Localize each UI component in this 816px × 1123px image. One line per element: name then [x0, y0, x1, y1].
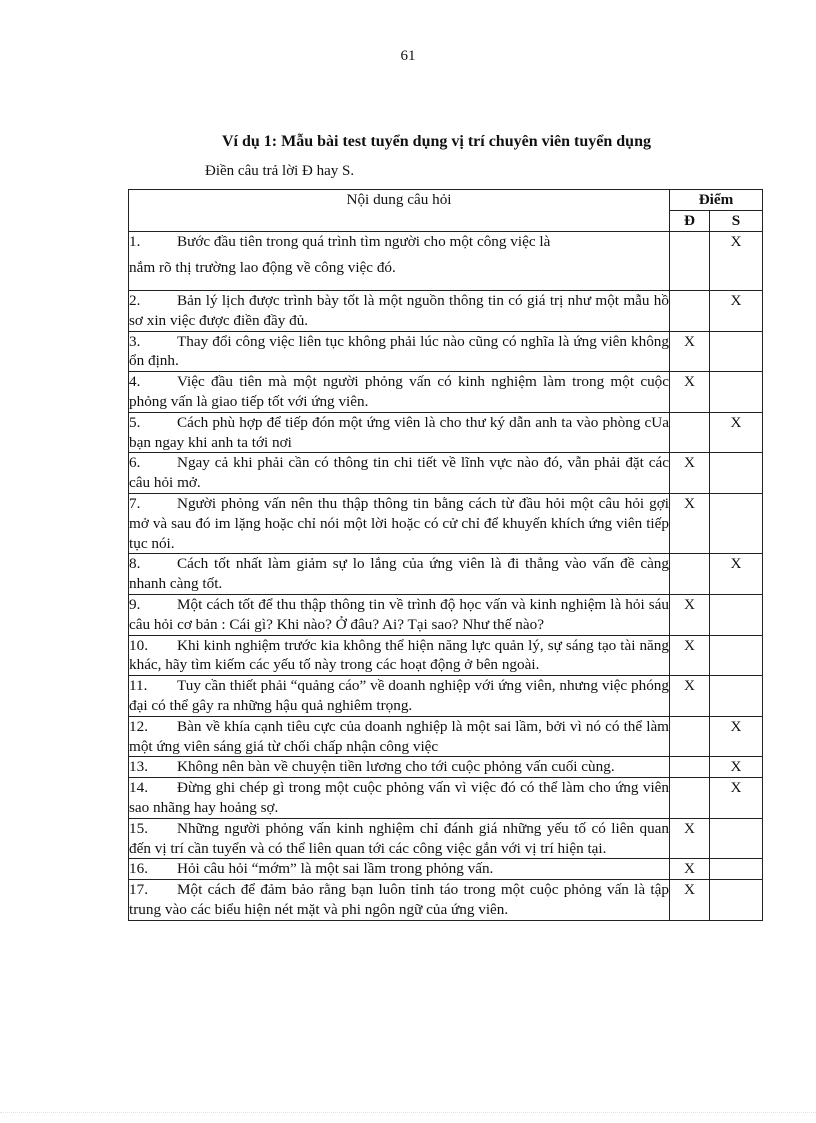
question-number: 8. [129, 555, 141, 573]
question-text: Một cách tốt để thu thập thông tin về trình độ học vấn và kinh nghiệm là hỏi sáu câu hỏi cơ bản : Cái gì? Khi nào? Ở đâu? Ai? Tại sao? Như thế nào? [129, 595, 669, 633]
question-text: Khi kinh nghiệm trước kia không thể hiện năng lực quản lý, sự sáng tạo tài năng khác, hãy tìm kiếm các yếu tố này trong các hoạt động ở bên ngoài. [129, 636, 669, 674]
question-number: 6. [129, 454, 141, 472]
mark-true: X [670, 859, 710, 880]
question-text-continued: nắm rõ thị trường lao động về công việc đó. [129, 258, 396, 276]
mark-false [710, 594, 763, 635]
header-question: Nội dung câu hỏi [129, 190, 670, 232]
table-row [129, 291, 763, 332]
question-text: Bàn về khía cạnh tiêu cực của doanh nghiệp là một sai lầm, bởi vì nó có thể làm một ứng viên sáng giá từ chối chấp nhận công việc [129, 717, 669, 755]
question-cell [129, 594, 670, 635]
question-number: 15. [129, 819, 148, 837]
mark-true: X [670, 453, 710, 494]
mark-true [670, 554, 710, 595]
mark-true [670, 716, 710, 757]
question-text: Cách tốt nhất làm giảm sự lo lắng của ứng viên là đi thẳng vào vấn đề càng nhanh càng tốt. [129, 555, 669, 593]
mark-true: X [670, 635, 710, 676]
header-true: Đ [670, 211, 710, 232]
question-text: Tuy cần thiết phải “quảng cáo” về doanh nghiệp với ứng viên, nhưng việc phóng đại có thể gây ra những hậu quả nghiêm trọng. [129, 677, 669, 714]
mark-false [710, 880, 763, 921]
mark-true [670, 412, 710, 453]
question-cell [129, 453, 670, 494]
mark-true [670, 778, 710, 819]
table-row [129, 493, 763, 553]
question-cell [129, 716, 670, 757]
mark-false [710, 331, 763, 372]
mark-false [710, 635, 763, 676]
question-text: Việc đầu tiên mà một người phỏng vấn có kinh nghiệm làm trong một cuộc phỏng vấn là giao tiếp tốt với ứng viên. [129, 373, 669, 410]
mark-false: X [710, 716, 763, 757]
table-row [129, 554, 763, 595]
question-number: 9. [129, 595, 141, 613]
question-cell [129, 676, 670, 717]
table-row [129, 453, 763, 494]
mark-false [710, 493, 763, 553]
table-row [129, 859, 763, 880]
table-row [129, 757, 763, 778]
question-cell [129, 493, 670, 553]
table-row [129, 778, 763, 819]
question-text: Thay đổi công việc liên tục không phải lúc nào cũng có nghĩa là ứng viên không ổn định. [129, 332, 669, 370]
page-number: 61 [400, 48, 416, 64]
question-text: Người phỏng vấn nên thu thập thông tin bằng cách từ đầu hỏi một câu hỏi gợi mở và sau đó im lặng hoặc chỉ nói một lời hoặc có cử chỉ để khuyến khích ứng viên tiếp tục nói. [129, 494, 669, 552]
instruction-text: Điền câu trả lời Đ hay S. [205, 163, 355, 179]
header-false: S [710, 211, 763, 232]
mark-true: X [670, 372, 710, 413]
quiz-table [128, 189, 763, 921]
question-number: 1. [129, 233, 141, 250]
question-text: Không nên bàn về chuyện tiền lương cho tới cuộc phỏng vấn cuối cùng. [177, 758, 615, 776]
table-row [129, 676, 763, 717]
question-number: 2. [129, 292, 141, 309]
question-number: 14. [129, 779, 148, 797]
question-text: Bản lý lịch được trình bày tốt là một nguồn thông tin có giá trị như một mẫu hồ sơ xin việc được điền đầy đủ. [129, 292, 669, 329]
mark-true: X [670, 493, 710, 553]
mark-true: X [670, 331, 710, 372]
mark-false: X [710, 554, 763, 595]
question-cell [129, 412, 670, 453]
mark-true: X [670, 676, 710, 717]
question-number: 12. [129, 717, 148, 735]
question-cell [129, 554, 670, 595]
question-number: 3. [129, 332, 141, 350]
table-row [129, 818, 763, 859]
mark-false [710, 818, 763, 859]
question-cell [129, 778, 670, 819]
question-text: Hỏi câu hỏi “mớm” là một sai lầm trong phỏng vấn. [177, 860, 494, 878]
question-cell [129, 291, 670, 332]
table-row [129, 635, 763, 676]
mark-true [670, 291, 710, 332]
mark-false: X [710, 757, 763, 778]
question-text: Những người phỏng vấn kinh nghiệm chỉ đánh giá những yếu tố có liên quan đến vị trí cần tuyển và có thể liên quan tới các công việc gắn với vị trí hiện tại. [129, 819, 669, 857]
question-number: 5. [129, 413, 141, 431]
mark-true [670, 232, 710, 291]
mark-true [670, 757, 710, 778]
question-number: 16. [129, 860, 148, 878]
question-cell [129, 818, 670, 859]
table-row [129, 232, 763, 291]
question-number: 7. [129, 494, 141, 512]
mark-false: X [710, 412, 763, 453]
question-number: 10. [129, 636, 148, 654]
question-text: Đừng ghi chép gì trong một cuộc phỏng vấn vì việc đó có thể làm cho ứng viên sao nhãng hay hoảng sợ. [129, 779, 669, 816]
mark-false [710, 372, 763, 413]
mark-true: X [670, 818, 710, 859]
table-row [129, 331, 763, 372]
table-row [129, 594, 763, 635]
mark-false: X [710, 232, 763, 291]
question-cell [129, 372, 670, 413]
question-number: 11. [129, 677, 148, 695]
mark-true: X [670, 880, 710, 921]
question-text: Cách phù hợp để tiếp đón một ứng viên là cho thư ký dẫn anh ta vào phòng cUa bạn ngay khi anh ta tới nơi [129, 413, 669, 451]
table-row [129, 372, 763, 413]
mark-false: X [710, 778, 763, 819]
header-score: Điểm [670, 190, 763, 211]
page-divider [0, 1112, 816, 1113]
question-cell [129, 880, 670, 921]
question-number: 17. [129, 881, 148, 899]
question-cell [129, 757, 670, 778]
mark-false: X [710, 291, 763, 332]
question-cell [129, 635, 670, 676]
document-title: Ví dụ 1: Mẫu bài test tuyển dụng vị trí chuyên viên tuyển dụng [222, 133, 651, 150]
question-number: 4. [129, 373, 141, 391]
mark-false [710, 859, 763, 880]
mark-false [710, 453, 763, 494]
question-text: Một cách để đảm bảo rằng bạn luôn tỉnh táo trong một cuộc phỏng vấn là tập trung vào các biểu hiện nét mặt và phi ngôn ngữ của ứng viên. [129, 881, 669, 918]
question-cell [129, 232, 670, 291]
question-text: Ngay cả khi phải cần có thông tin chi tiết về lĩnh vực nào đó, vẫn phải đặt các câu hỏi mở. [129, 454, 669, 492]
table-row [129, 880, 763, 921]
table-row [129, 412, 763, 453]
question-cell [129, 331, 670, 372]
question-number: 13. [129, 758, 148, 776]
question-cell [129, 859, 670, 880]
mark-false [710, 676, 763, 717]
table-row [129, 716, 763, 757]
mark-true: X [670, 594, 710, 635]
question-text: Bước đầu tiên trong quá trình tìm người cho một công việc là [177, 233, 551, 250]
